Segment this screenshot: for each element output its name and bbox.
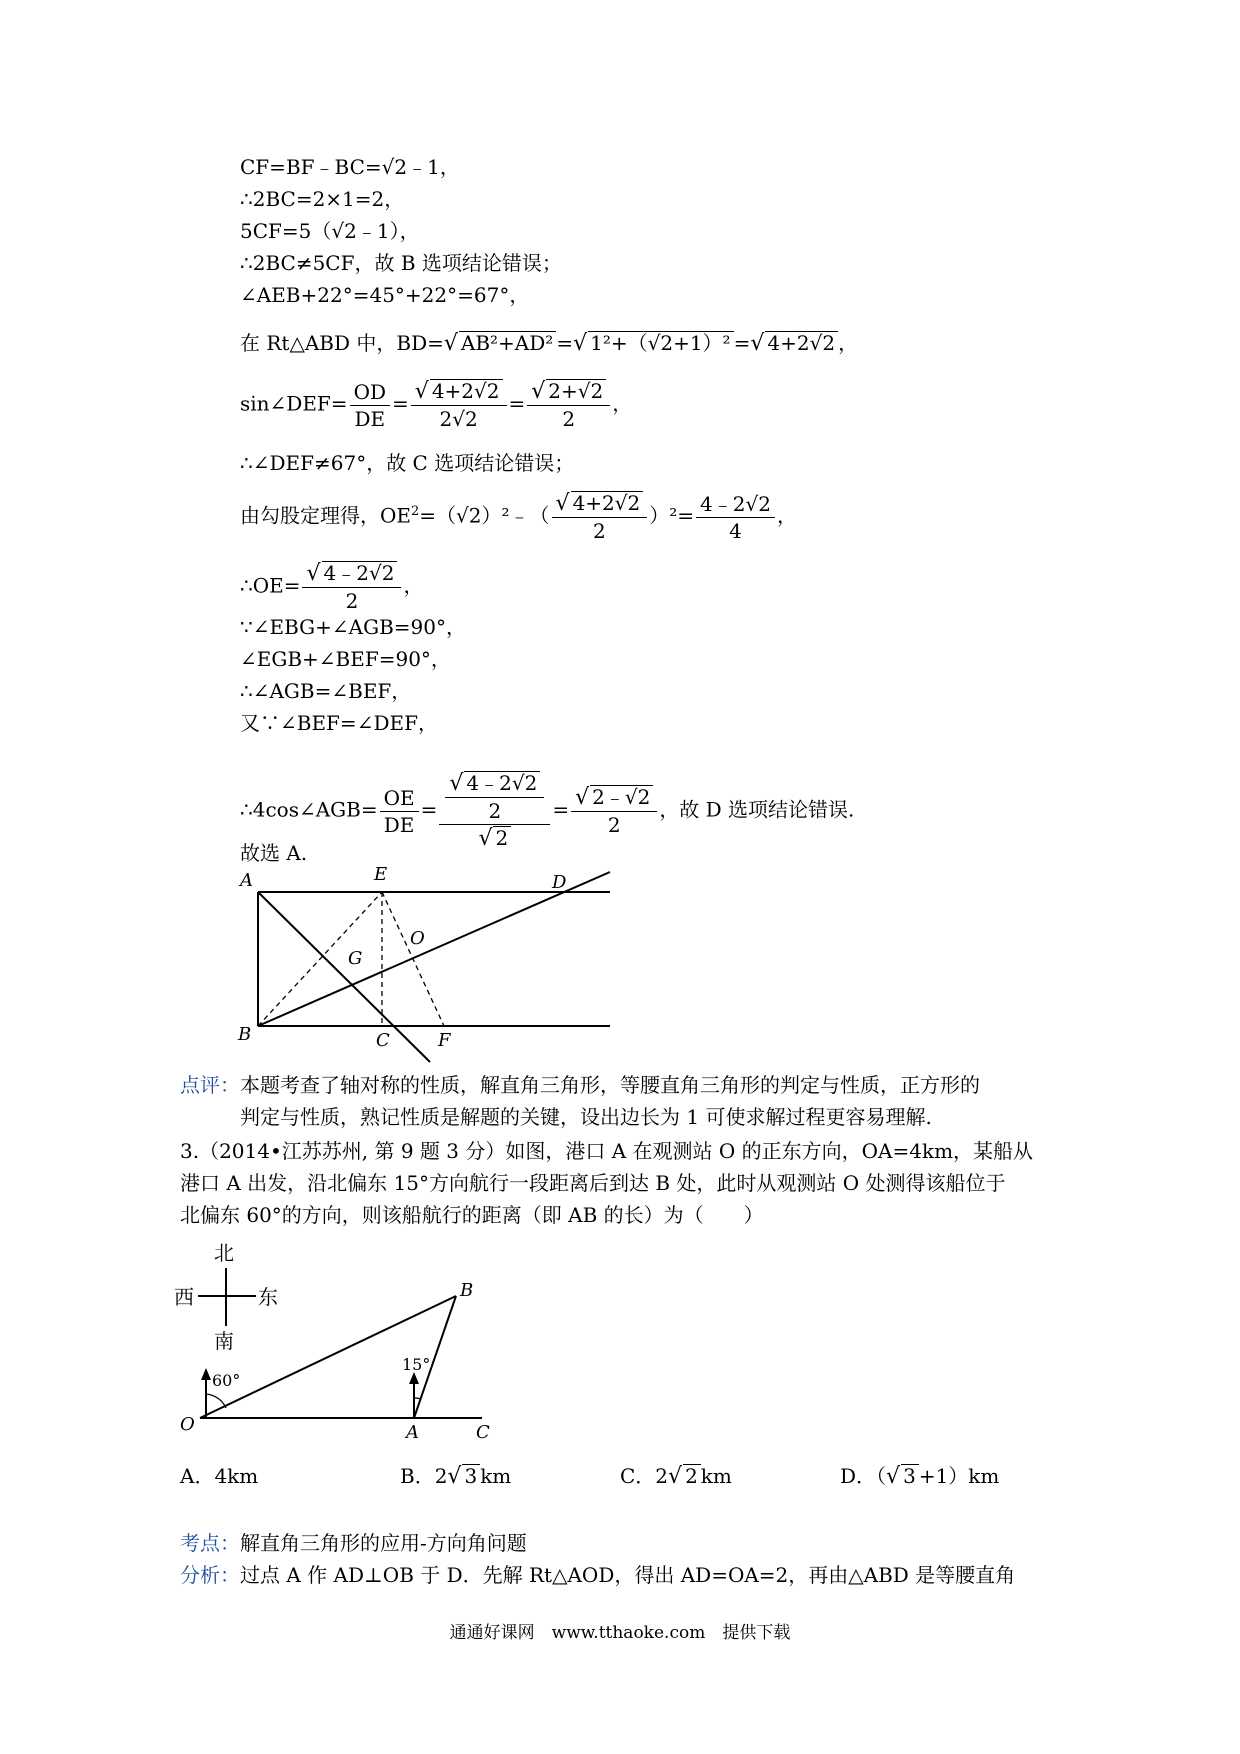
option-a: A．4km xyxy=(180,1464,259,1488)
solution-line: 又∵∠BEF=∠DEF， xyxy=(240,711,438,735)
problem-line: 北偏东 60°的方向，则该船航行的距离（即 AB 的长）为（ ） xyxy=(180,1203,764,1227)
solution-line: ∠EGB+∠BEF=90°， xyxy=(240,647,451,671)
oe-square-equation: 由勾股定理得，$OE^2=(√2)^2﹣$（ $\frac{√ 4+2√2}{2}$ ）²= $\frac{4﹣2√2}{4}$ ， xyxy=(240,491,797,543)
angle-arc-60 xyxy=(206,1394,226,1408)
comment-line-2: 判定与性质，熟记性质是解题的关键，设出边长为 1 可使求解过程更容易理解. xyxy=(240,1105,932,1129)
label-g: G xyxy=(348,948,363,969)
solution-line: ∠AEB+22°=45°+22°=67°， xyxy=(240,283,530,307)
line-bd xyxy=(258,872,610,1026)
angle-60-label: 60° xyxy=(212,1371,241,1390)
label-a: A xyxy=(406,1422,419,1443)
solution-line: CF=BF﹣BC=√2﹣1， xyxy=(240,155,460,179)
label-o: O xyxy=(410,928,425,949)
solution-line: ∴∠DEF≠67°，故 C 选项结论错误； xyxy=(240,451,575,475)
solution-line: ∴∠AGB=∠BEF， xyxy=(240,679,412,703)
option-d: D．（√ 3 +1）km xyxy=(840,1464,1000,1489)
option-c: C．2√ 2 km xyxy=(620,1464,732,1489)
angle-15-label: 15° xyxy=(402,1355,431,1374)
label-b: B xyxy=(238,1024,252,1045)
arrowhead-o xyxy=(201,1368,211,1380)
option-b: B．2√ 3 km xyxy=(400,1464,512,1489)
line-diagonal xyxy=(258,892,430,1062)
kaodian-line: 考点：解直角三角形的应用-方向角问题 xyxy=(180,1531,527,1555)
compass-north: 北 xyxy=(214,1241,234,1265)
answer-line: 故选 A. xyxy=(240,841,308,865)
dashed-be xyxy=(258,892,382,1026)
problem-line: 港口 A 出发，沿北偏东 15°方向航行一段距离后到达 B 处，此时从观测站 O 处测得该船位于 xyxy=(180,1171,1006,1195)
label-c: C xyxy=(376,1030,390,1051)
label-e: E xyxy=(374,864,388,885)
dashed-ef xyxy=(382,892,444,1026)
label-b: B xyxy=(460,1280,474,1301)
page-footer: 通通好课网 www.tthaoke.com 提供下载 xyxy=(449,1623,791,1643)
geometry-figure-2 xyxy=(170,1238,520,1443)
angle-arc-15 xyxy=(414,1398,421,1399)
label-a: A xyxy=(240,870,253,891)
comment-line-1: 点评：本题考查了轴对称的性质，解直角三角形，等腰直角三角形的判定与性质，正方形的 xyxy=(180,1073,980,1097)
compass-west: 西 xyxy=(174,1285,194,1309)
label-c: C xyxy=(476,1422,490,1443)
oe-equation: ∴OE= $\frac{√ 4﹣2√2}{2}$ ， xyxy=(240,561,424,613)
label-o: O xyxy=(180,1414,195,1435)
label-f: F xyxy=(438,1030,451,1051)
solution-line: ∵∠EBG+∠AGB=90°， xyxy=(240,615,466,639)
fenxi-line: 分析：过点 A 作 AD⊥OB 于 D．先解 Rt△AOD，得出 AD=OA=2，再由△ABD 是等腰直角 xyxy=(180,1563,1016,1587)
compass-south: 南 xyxy=(214,1329,234,1353)
label-d: D xyxy=(552,872,567,893)
geometry-figure-1 xyxy=(230,860,630,1065)
bd-equation: 在 Rt△ABD 中，BD=√ AB²+AD² =√ 1²+（√2+1）² =√ 4+2√2 ， xyxy=(240,331,859,356)
problem-line: 3.（2014•江苏苏州, 第 9 题 3 分）如图，港口 A 在观测站 O 的正东方向，OA=4km，某船从 xyxy=(180,1139,1034,1163)
sin-def-equation: sin∠DEF= $\frac{OD}{DE}$ = $\frac{√ 4+2√2}{2√2}$ = $\frac{√ 2+√2}{2}$ ， xyxy=(240,379,633,431)
solution-line: 5CF=5（√2﹣1）， xyxy=(240,219,420,243)
solution-line: ∴2BC≠5CF，故 B 选项结论错误； xyxy=(240,251,562,275)
solution-line: ∴2BC=2×1=2， xyxy=(240,187,405,211)
compass-east: 东 xyxy=(258,1285,278,1309)
cos-agb-equation: ∴4cos∠AGB= $\frac{OE}{DE}$ = $\frac{\frac{√ 4﹣2√2}{2}}{√ 2}$ = $\frac{√ 2﹣√2}{2}$ ，故 D 选项结论错误. xyxy=(240,771,855,851)
